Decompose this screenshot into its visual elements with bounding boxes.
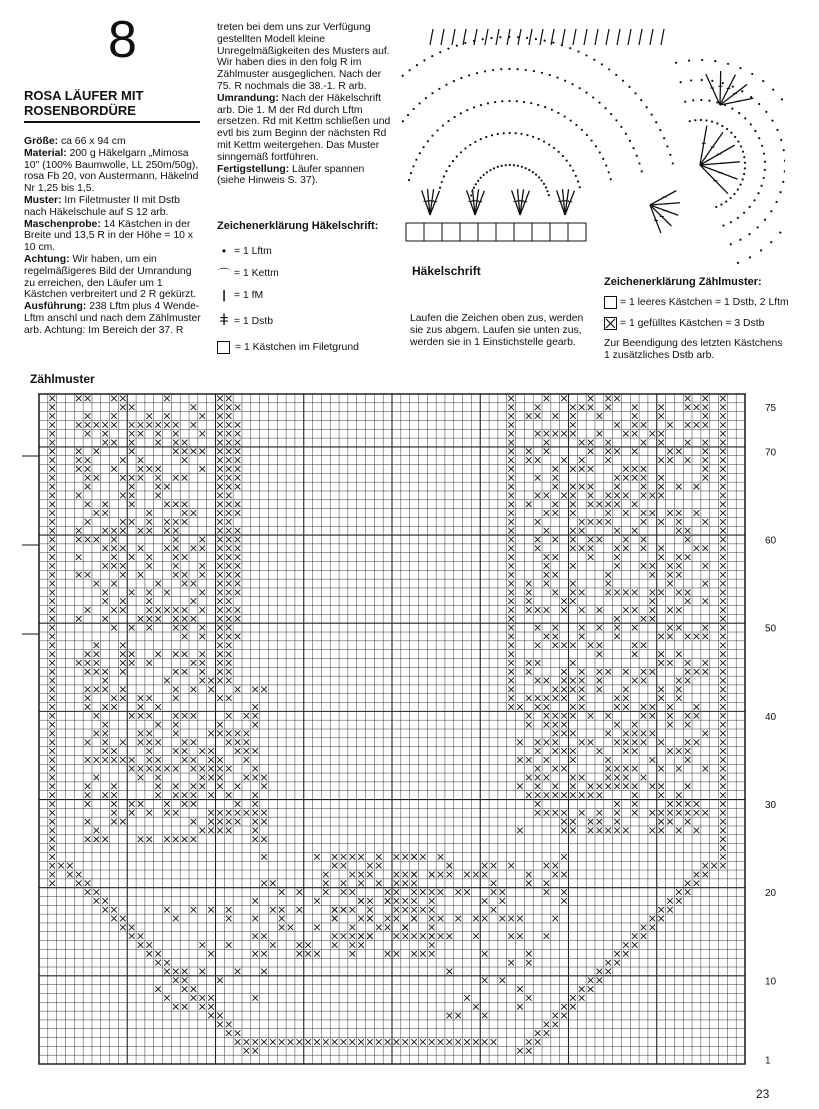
title-line-1: ROSA LÄUFER MIT bbox=[24, 88, 144, 103]
paragraph-execution: Ausführung: 238 Lftm plus 4 Wende-Lftm anschl und nach dem Zählmuster arb. Achtung: Im Bereich der 37. R bbox=[24, 301, 201, 336]
symbol-square: = 1 Kästchen im Filetgrund bbox=[217, 336, 359, 358]
row-label: 75 bbox=[765, 403, 777, 415]
symbol-kettm: ⌒ = 1 Kettm bbox=[217, 266, 279, 281]
arc-icon: ⌒ bbox=[217, 266, 230, 281]
symbol-legend bbox=[217, 240, 359, 358]
row-label: 30 bbox=[765, 799, 777, 811]
instructions-column-2 bbox=[217, 22, 392, 187]
symbol-dstb: ǂ = 1 Dstb bbox=[217, 306, 359, 336]
paragraph-pattern: Muster: Im Filetmuster II mit Dstb nach Häkelschule auf S 12 arb. bbox=[24, 194, 180, 218]
paragraph-continued: treten bei dem uns zur Verfügung gestellten Modell kleine Unregelmäßigkeiten des Musters auf. Wir haben dies in den folg R im Zählmuster ausgeglichen. Nach der 75. R nochmals die 38.-1. R arb. bbox=[217, 22, 390, 92]
crochet-diagram bbox=[400, 15, 785, 267]
symbol-fm: | = 1 fM bbox=[217, 284, 359, 306]
page-number: 23 bbox=[756, 1087, 770, 1101]
legend-filled-square: = 1 gefülltes Kästchen = 3 Dstb bbox=[604, 317, 804, 330]
square-icon bbox=[217, 341, 230, 354]
empty-square-icon bbox=[604, 296, 617, 309]
paragraph-material: Material: 200 g Häkelgarn „Mimosa 10" (100% Baumwolle, LL 250m/50g), rosa Fb 20, von Austermann, Häkelnd Nr 1,25 bis 1,5. bbox=[24, 147, 199, 195]
paragraph-attention: Achtung: Wir haben, um ein regelmäßigeres Bild der Umrandung zu erreichen, den Läufer um 1 Kästchen verbreitert und 2 R gekürzt. bbox=[24, 253, 197, 301]
haekelschrift-text: Laufen die Zeichen oben zus, werden sie zus abgem. Laufen sie unten zus, werden sie in 1 Einstichstelle gearb. bbox=[410, 313, 584, 348]
count-pattern-grid bbox=[0, 384, 819, 1084]
count-pattern-legend bbox=[604, 296, 804, 362]
pattern-number: 8 bbox=[108, 11, 137, 69]
row-label: 20 bbox=[765, 888, 777, 900]
paragraph-size: Größe: ca 66 x 94 cm bbox=[24, 136, 126, 147]
paragraph-gauge: Maschenprobe: 14 Kästchen in der Breite und 13,5 R in der Höhe = 10 x 10 cm. bbox=[24, 218, 193, 254]
diagram-strokes bbox=[400, 29, 785, 264]
filled-square-icon bbox=[604, 317, 617, 330]
row-label: 50 bbox=[765, 623, 777, 635]
bar-icon: | bbox=[222, 288, 226, 302]
legend-empty-square: = 1 leeres Kästchen = 1 Dstb, 2 Lftm bbox=[604, 296, 804, 309]
symbol-legend-title: Zeichenerklärung Häkelschrift: bbox=[217, 220, 379, 232]
crochet-diagram-svg bbox=[400, 15, 785, 267]
haekelschrift-title: Häkelschrift bbox=[412, 264, 481, 278]
dot-icon: • bbox=[221, 244, 227, 258]
chart-gridlines bbox=[22, 384, 745, 1064]
row-label: 60 bbox=[765, 535, 777, 547]
count-pattern-chart bbox=[0, 384, 819, 1084]
row-label: 1 bbox=[765, 1055, 771, 1067]
paragraph-finishing: Fertigstellung: Läufer spannen (siehe Hinweis S. 37). bbox=[217, 163, 365, 187]
pattern-title bbox=[24, 88, 200, 123]
legend-note: Zur Beendigung des letzten Kästchens 1 zusätzliches Dstb arb. bbox=[604, 338, 783, 361]
title-line-2: ROSENBORDÜRE bbox=[24, 103, 136, 118]
chart-marks bbox=[49, 396, 725, 1054]
dstb-icon: ǂ bbox=[219, 312, 229, 329]
symbol-lftm: • = 1 Lftm bbox=[217, 240, 359, 262]
row-label: 70 bbox=[765, 447, 777, 459]
row-label: 40 bbox=[765, 711, 777, 723]
count-pattern-title: Zählmuster bbox=[30, 372, 95, 386]
instructions-column-1 bbox=[24, 136, 204, 337]
count-pattern-legend-title: Zeichenerklärung Zählmuster: bbox=[604, 276, 762, 288]
row-label: 10 bbox=[765, 976, 777, 988]
paragraph-border: Umrandung: Nach der Häkelschrift arb. Die 1. M der Rd durch Lftm ersetzen. Rd mit Kettm schließen und evtl bis zum Beginn der nächsten Rd mit Kettm weitergehen. Das Muster sinngemäß fortführen. bbox=[217, 92, 391, 163]
